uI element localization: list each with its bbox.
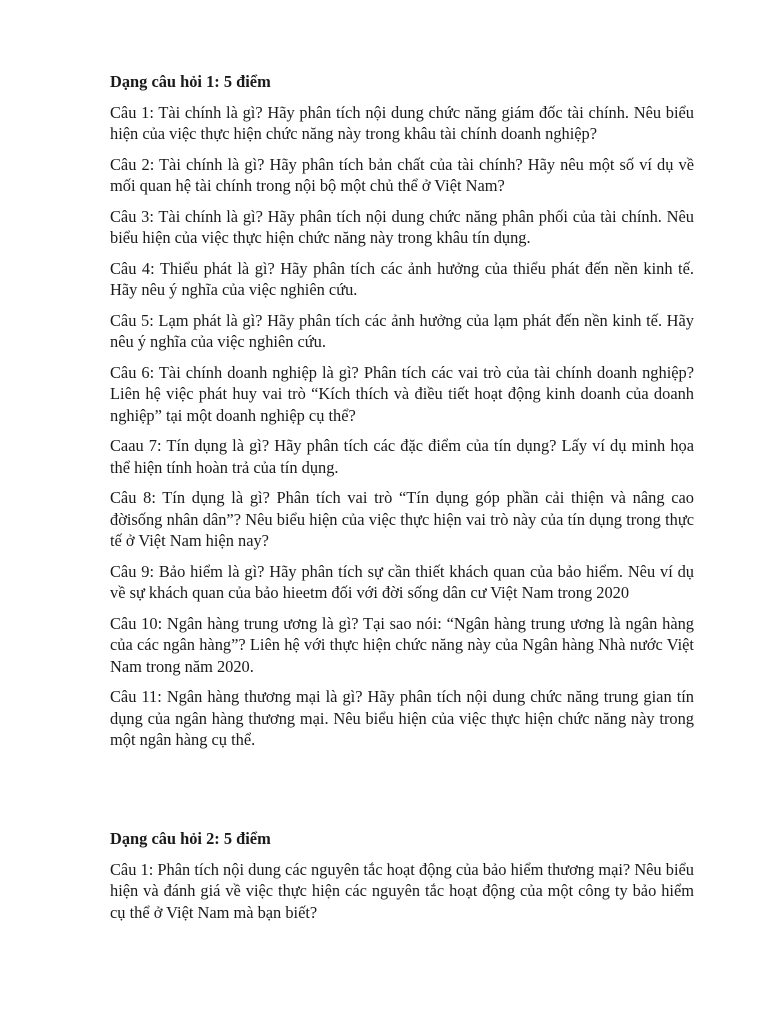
question-item: Câu 9: Bảo hiểm là gì? Hãy phân tích sự cần thiết khách quan của bảo hiểm. Nêu ví dụ về sự khách quan của bảo hieetm đối với đời sống dân cư Việt Nam trong 2020: [110, 561, 694, 602]
question-item: Câu 1: Tài chính là gì? Hãy phân tích nội dung chức năng giám đốc tài chính. Nêu biểu hiện của việc thực hiện chức năng này trong khâu tài chính doanh nghiệp?: [110, 102, 694, 143]
question-item: Câu 2: Tài chính là gì? Hãy phân tích bản chất của tài chính? Hãy nêu một số ví dụ về mối quan hệ tài chính trong nội bộ một chủ thể ở Việt Nam?: [110, 154, 694, 195]
question-item: Câu 5: Lạm phát là gì? Hãy phân tích các ảnh hưởng của lạm phát đến nền kinh tế. Hãy nêu ý nghĩa của việc nghiên cứu.: [110, 310, 694, 351]
question-item: Câu 3: Tài chính là gì? Hãy phân tích nội dung chức năng phân phối của tài chính. Nêu biểu hiện của việc thực hiện chức năng này trong khâu tín dụng.: [110, 206, 694, 247]
question-item: Câu 8: Tín dụng là gì? Phân tích vai trò “Tín dụng góp phần cải thiện và nâng cao đờisống nhân dân”? Nêu biểu hiện của việc thực hiện vai trò này của tín dụng trong thực tế ở Việt Nam hiện nay?: [110, 488, 694, 550]
section-heading: Dạng câu hỏi 2: 5 điểm: [110, 829, 271, 848]
question-item: Câu 11: Ngân hàng thương mại là gì? Hãy phân tích nội dung chức năng trung gian tín dụng của ngân hàng thương mại. Nêu biểu hiện của việc thực hiện chức năng này trong một ngân hàng cụ thể.: [110, 687, 694, 749]
question-item: Câu 6: Tài chính doanh nghiệp là gì? Phân tích các vai trò của tài chính doanh nghiệp? Liên hệ việc phát huy vai trò “Kích thích và điều tiết hoạt động kinh doanh của doanh nghiệp” tại một doanh nghiệp cụ thể?: [110, 362, 694, 425]
question-section-1: [110, 71, 694, 760]
question-item: Câu 4: Thiểu phát là gì? Hãy phân tích các ảnh hưởng của thiểu phát đến nền kinh tế. Hãy nêu ý nghĩa của việc nghiên cứu.: [110, 258, 694, 299]
question-section-2: [110, 828, 694, 932]
question-item: Caau 7: Tín dụng là gì? Hãy phân tích các đặc điểm của tín dụng? Lấy ví dụ minh họa thể hiện tính hoàn trả của tín dụng.: [110, 436, 694, 477]
question-item: Câu 10: Ngân hàng trung ương là gì? Tại sao nói: “Ngân hàng trung ương là ngân hàng của các ngân hàng”? Liên hệ với thực hiện chức năng này của Ngân hàng Nhà nước Việt Nam trong năm 2020.: [110, 613, 694, 676]
section-heading: Dạng câu hỏi 1: 5 điểm: [110, 72, 271, 91]
question-item: Câu 1: Phân tích nội dung các nguyên tắc hoạt động của bảo hiểm thương mại? Nêu biểu hiện và đánh giá về việc thực hiện các nguyên tắc hoạt động của một công ty bảo hiểm cụ thể ở Việt Nam mà bạn biết?: [110, 859, 694, 922]
